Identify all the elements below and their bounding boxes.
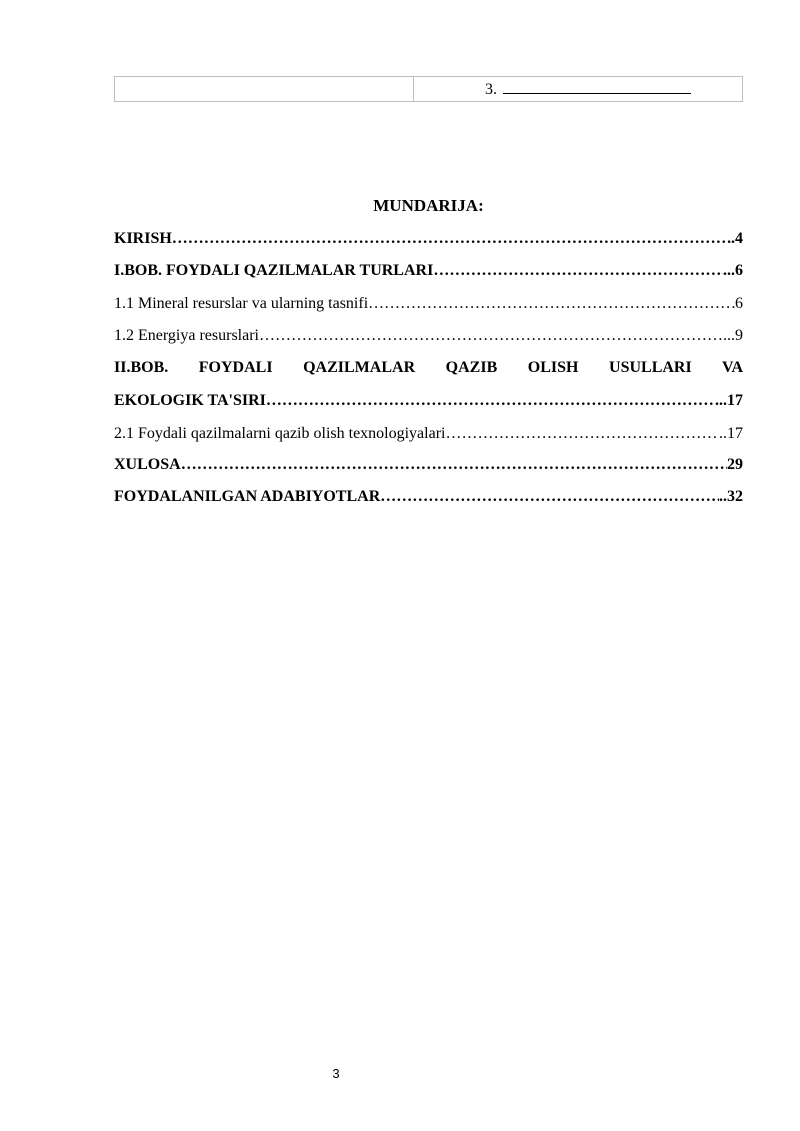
toc-entry-section-1-2[interactable] — [114, 327, 743, 345]
header-table-left-cell — [115, 77, 414, 102]
toc-leader-dots — [433, 262, 723, 280]
toc-entry-page: 29 — [727, 456, 743, 473]
toc-entry-label: 2.1 Foydali qazilmalarni qazib olish texnologiyalari — [114, 425, 446, 442]
toc-entry-page: ..32 — [719, 488, 743, 505]
toc-leader-dots — [259, 327, 723, 345]
toc-leader-dots — [266, 392, 715, 410]
toc-entry-xulosa[interactable] — [114, 456, 743, 474]
toc-entry-page: ...9 — [723, 327, 743, 344]
toc-entry-section-1-1[interactable] — [114, 295, 743, 313]
toc-entry-page: 6 — [735, 295, 743, 312]
toc-entry-page: .4 — [731, 230, 743, 247]
toc-entry-label: I.BOB. FOYDALI QAZILMALAR TURLARI — [114, 262, 434, 279]
header-table-row — [115, 77, 743, 102]
toc-entry-section-2-1[interactable] — [114, 425, 743, 443]
toc-entry-label: 1.1 Mineral resurslar va ularning tasnifi — [114, 295, 369, 312]
toc-entry-page: ...17 — [715, 392, 743, 409]
page-number: 3 — [332, 1066, 340, 1081]
toc-leader-dots — [368, 295, 735, 313]
toc-leader-dots — [172, 230, 731, 248]
toc-entry-label: 1.2 Energiya resurslari — [114, 327, 259, 344]
toc-entry-chapter-2-line1[interactable]: II.BOB. FOYDALI QAZILMALAR QAZIB OLISH USULLARI VA — [114, 359, 743, 376]
toc-entry-page: ..17 — [719, 425, 743, 442]
toc-entry-chapter-2-line2[interactable] — [114, 392, 743, 410]
header-table — [114, 76, 743, 102]
blank-fill-line — [503, 79, 691, 94]
header-table-number: 3. — [485, 81, 497, 98]
toc-entry-label: EKOLOGIK TA'SIRI — [114, 392, 266, 409]
toc-entry-label: FOYDALANILGAN ADABIYOTLAR — [114, 488, 381, 505]
toc-leader-dots — [445, 425, 719, 443]
toc-leader-dots — [380, 488, 719, 506]
toc-entry-references[interactable] — [114, 488, 743, 506]
header-table-right-cell — [414, 77, 743, 102]
toc-entry-kirish[interactable] — [114, 230, 743, 248]
toc-entry-label: XULOSA — [114, 456, 181, 473]
toc-entry-page: ...6 — [723, 262, 743, 279]
toc-leader-dots — [181, 456, 727, 474]
toc-entry-chapter-1[interactable] — [114, 262, 743, 280]
toc-entry-label: KIRISH — [114, 230, 172, 247]
toc-title: MUNDARIJA: — [373, 196, 484, 215]
